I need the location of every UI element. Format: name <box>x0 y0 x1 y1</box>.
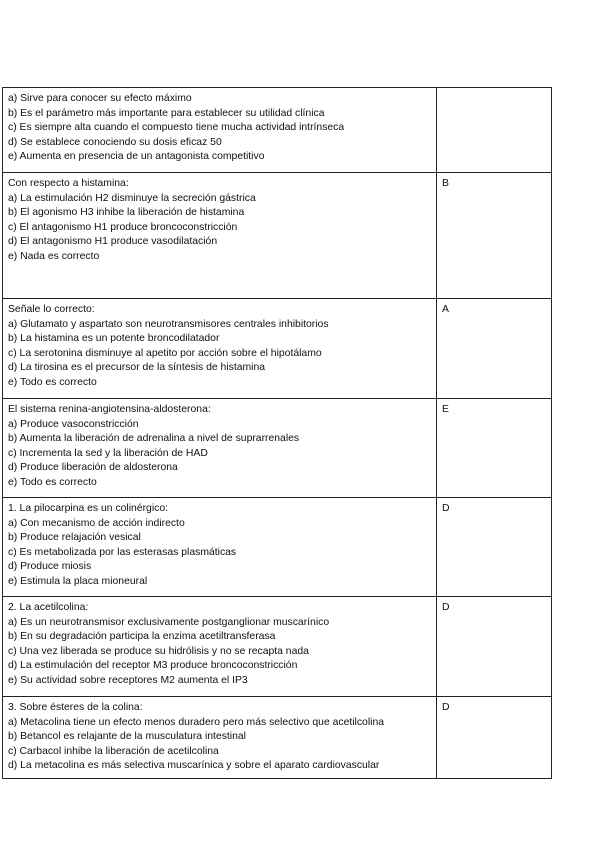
question-line: e) Aumenta en presencia de un antagonista competitivo <box>8 151 265 163</box>
question-cell <box>3 299 437 399</box>
answer-cell <box>437 597 552 697</box>
question-line: e) Todo es correcto <box>8 476 97 488</box>
answer-cell <box>437 498 552 597</box>
table-row <box>3 498 552 597</box>
answer-cell <box>437 299 552 399</box>
question-line: El sistema renina-angiotensina-aldosterona: <box>8 404 211 415</box>
table-row <box>3 597 552 697</box>
question-line: e) Nada es correcto <box>8 250 100 262</box>
question-line: b) Betancol es relajante de la musculatura intestinal <box>8 731 246 743</box>
question-line: b) Aumenta la liberación de adrenalina a nivel de suprarrenales <box>8 433 300 445</box>
question-line: b) Es el parámetro más importante para establecer su utilidad clínica <box>8 107 325 119</box>
question-line: b) En su degradación participa la enzima acetiltransferasa <box>8 631 276 643</box>
answer-value: A <box>442 304 449 315</box>
answer-value: E <box>442 404 449 415</box>
question-line: 1. La pilocarpina es un colinérgico: <box>8 503 168 514</box>
question-cell <box>3 399 437 498</box>
answer-cell <box>437 399 552 498</box>
table-row <box>3 697 552 779</box>
question-line: d) La metacolina es más selectiva muscarínica y sobre el aparato cardiovascular <box>8 760 380 772</box>
question-line: d) Produce liberación de aldosterona <box>8 462 178 474</box>
table-row <box>3 299 552 399</box>
question-line: b) La histamina es un potente broncodilatador <box>8 333 220 345</box>
question-line: a) Sirve para conocer su efecto máximo <box>8 93 192 104</box>
question-cell <box>3 498 437 597</box>
question-line: d) Produce miosis <box>8 561 92 573</box>
question-line: b) Produce relajación vesical <box>8 532 141 544</box>
question-line: Señale lo correcto: <box>8 304 95 315</box>
question-line: c) Incrementa la sed y la liberación de HAD <box>8 447 208 459</box>
question-line: e) Todo es correcto <box>8 376 97 388</box>
question-line: e) Su actividad sobre receptores M2 aumenta el IP3 <box>8 674 248 686</box>
question-line: a) Produce vasoconstricción <box>8 418 139 430</box>
answer-cell <box>437 88 552 173</box>
question-line: d) El antagonismo H1 produce vasodilatación <box>8 236 218 248</box>
question-line: c) La serotonina disminuye al apetito por acción sobre el hipotálamo <box>8 347 322 359</box>
answer-value: D <box>442 602 450 613</box>
answer-value: D <box>442 702 450 713</box>
question-cell <box>3 88 437 173</box>
question-line: 3. Sobre ésteres de la colina: <box>8 702 143 713</box>
question-line: Con respecto a histamina: <box>8 178 129 189</box>
question-line: c) Es siempre alta cuando el compuesto tiene mucha actividad intrínseca <box>8 122 345 134</box>
question-line: a) Metacolina tiene un efecto menos duradero pero más selectivo que acetilcolina <box>8 716 385 728</box>
question-line: a) Glutamato y aspartato son neurotransmisores centrales inhibitorios <box>8 318 329 330</box>
question-cell <box>3 597 437 697</box>
answer-cell <box>437 697 552 779</box>
question-line: d) La tirosina es el precursor de la síntesis de histamina <box>8 362 266 374</box>
question-line: c) Es metabolizada por las esterasas plasmáticas <box>8 546 237 558</box>
table-row <box>3 173 552 299</box>
question-line: e) Estimula la placa mioneural <box>8 575 148 587</box>
question-cell <box>3 697 437 779</box>
question-line: c) Carbacol inhibe la liberación de acetilcolina <box>8 745 219 757</box>
question-cell <box>3 173 437 299</box>
question-line: b) El agonismo H3 inhibe la liberación de histamina <box>8 207 245 219</box>
table-row <box>3 399 552 498</box>
question-line: a) Con mecanismo de acción indirecto <box>8 517 185 529</box>
question-line: c) Una vez liberada se produce su hidrólisis y no se recapta nada <box>8 645 309 657</box>
question-line: d) La estimulación del receptor M3 produce broncoconstricción <box>8 660 298 672</box>
question-line: c) El antagonismo H1 produce broncoconstricción <box>8 221 238 233</box>
answer-cell <box>437 173 552 299</box>
answer-value: D <box>442 503 450 514</box>
question-line: a) La estimulación H2 disminuye la secreción gástrica <box>8 192 256 204</box>
question-table <box>2 87 552 779</box>
question-line: d) Se establece conociendo su dosis eficaz 50 <box>8 136 222 148</box>
question-line: a) Es un neurotransmisor exclusivamente postganglionar muscarínico <box>8 616 330 628</box>
table-row <box>3 88 552 173</box>
answer-value: B <box>442 178 449 189</box>
question-line: 2. La acetilcolina: <box>8 602 89 613</box>
